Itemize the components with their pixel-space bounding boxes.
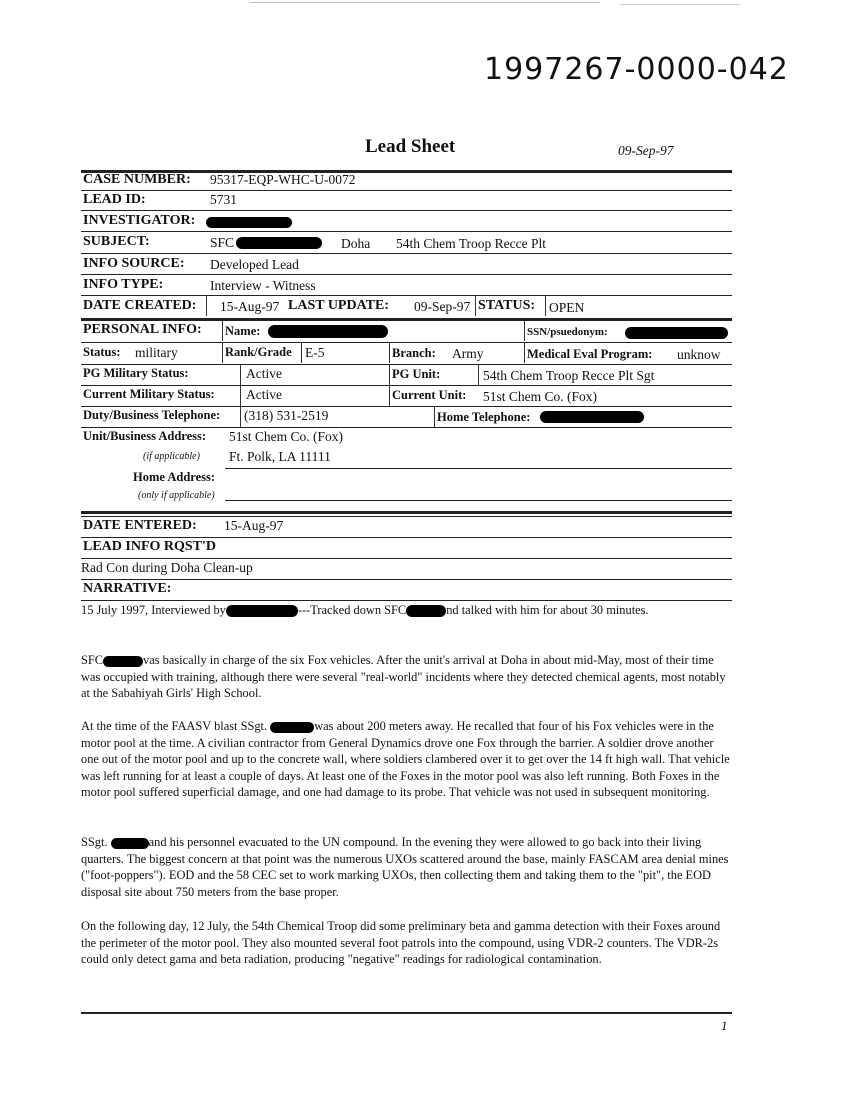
rule: [81, 406, 732, 407]
case-number-label: CASE NUMBER:: [83, 172, 191, 187]
rule: [81, 558, 732, 559]
cur-unit-value: 51st Chem Co. (Fox): [483, 389, 598, 404]
narrative-paragraph-5: On the following day, 12 July, the 54th Chemical Troop did some preliminary beta and gamma detection with their Foxes around the perimeter of the motor pool. They also mounted several foot patrols into the compound, using VDR-2 counters. The VDR-2s could only detect gama and beta radiation, producing "negative" readings for radiological contamination.: [81, 919, 721, 966]
if-applicable-note: (if applicable): [143, 451, 200, 462]
medical-value: unknow: [677, 347, 721, 362]
rank-value: E-5: [305, 345, 325, 360]
rule: [81, 342, 732, 343]
page-title: Lead Sheet: [365, 136, 456, 157]
status-value: OPEN: [549, 300, 585, 315]
medical-label: Medical Eval Program:: [527, 347, 653, 361]
rule: [81, 274, 732, 275]
divider: [389, 386, 390, 406]
rule: [81, 318, 732, 321]
unit-addr-line1: 51st Chem Co. (Fox): [229, 429, 344, 444]
redaction: [206, 217, 292, 228]
document-number: 1997267-0000-042: [484, 52, 789, 87]
date-created-label: DATE CREATED:: [83, 298, 197, 313]
last-update-value: 09-Sep-97: [414, 299, 471, 314]
unit-addr-line2: Ft. Polk, LA 11111: [229, 449, 331, 464]
home-tel-label: Home Telephone:: [437, 410, 531, 424]
pg-unit-label: PG Unit:: [392, 367, 441, 381]
narrative-paragraph-1: [81, 602, 731, 619]
info-type-label: INFO TYPE:: [83, 277, 164, 292]
narrative-paragraph-3: [81, 718, 731, 801]
pg-unit-value: 54th Chem Troop Recce Plt Sgt: [483, 368, 655, 383]
rule: [81, 385, 732, 386]
narrative-text: SSgt.: [81, 835, 108, 849]
divider: [545, 296, 546, 316]
redaction: [236, 237, 322, 249]
pg-mil-label: PG Military Status:: [83, 366, 189, 380]
cur-unit-label: Current Unit:: [392, 388, 467, 402]
status-mil-value: military: [135, 345, 178, 360]
narrative-text: 15 July 1997, Interviewed by: [81, 603, 226, 617]
divider: [222, 343, 223, 363]
personal-info-label: PERSONAL INFO:: [83, 322, 202, 337]
rule: [81, 364, 732, 365]
divider: [240, 386, 241, 406]
redaction: [625, 327, 728, 339]
rule: [81, 511, 732, 514]
rule: [225, 468, 732, 469]
divider: [524, 321, 525, 341]
scan-artifact: [250, 2, 600, 3]
info-type-value: Interview - Witness: [210, 278, 316, 293]
redaction: [268, 325, 388, 338]
narrative-text: nd talked with him for about 30 minutes.: [446, 603, 649, 617]
divider: [389, 343, 390, 363]
redaction: [540, 411, 644, 423]
duty-tel-label: Duty/Business Telephone:: [83, 408, 221, 422]
rule: [81, 190, 732, 191]
rank-label: Rank/Grade: [225, 345, 292, 359]
unit-addr-label: Unit/Business Address:: [83, 429, 207, 443]
rule: [81, 210, 732, 211]
redaction: [226, 605, 298, 617]
ssn-label: SSN/psuedonym:: [527, 326, 608, 338]
divider: [389, 365, 390, 385]
investigator-label: INVESTIGATOR:: [83, 213, 196, 228]
header-date: 09-Sep-97: [618, 143, 674, 158]
narrative-paragraph-2: [81, 652, 731, 702]
branch-label: Branch:: [392, 346, 436, 360]
redaction: [270, 722, 314, 733]
page-number: 1: [721, 1018, 728, 1033]
subject-unit: 54th Chem Troop Recce Plt: [396, 236, 547, 251]
narrative-text: was about 200 meters away. He recalled that four of his Fox vehicles were in the motor pool at the time. A civilian contractor from General Dynamics drove one Fox through the barrier. A soldier drove another one out of the motor pool and up to the concrete wall, where soldiers clambered over it to get over the 14 ft high wall. That vehicle was left running for at least a couple of days. At least one of the Foxes in the motor pool was also left running. Both Foxes in the motor pool suffered superficial damage, and one had damage to its probe. That vehicle was not used in subsequent monitoring.: [81, 719, 730, 799]
name-label: Name:: [225, 324, 261, 338]
info-source-value: Developed Lead: [210, 257, 299, 272]
rule: [81, 579, 732, 580]
narrative-paragraph-4: [81, 834, 731, 900]
cur-mil-value: Active: [246, 387, 282, 402]
narrative-text: SFC: [81, 653, 104, 667]
redaction: [406, 605, 446, 617]
last-update-label: LAST UPDATE:: [288, 298, 390, 313]
scan-artifact: [620, 4, 740, 5]
lead-id-label: LEAD ID:: [83, 192, 146, 207]
branch-value: Army: [452, 346, 484, 361]
duty-tel-value: (318) 531-2519: [244, 408, 329, 423]
divider: [475, 296, 476, 316]
date-entered-value: 15-Aug-97: [224, 518, 284, 533]
status-mil-label: Status:: [83, 345, 121, 359]
narrative-text: and his personnel evacuated to the UN compound. In the evening they were allowed to go back into their living quarters. The biggest concern at that point was the numerous UXOs scattered around the base, mainly FASCAM area denial mines ("foot-poppers"). EOD and the 58 CEC set to work marking UXOs, then collecting them and taking them to the "pit", the EOD disposal site about 750 meters from the base proper.: [81, 835, 729, 899]
status-label: STATUS:: [478, 298, 536, 313]
rule: [81, 231, 732, 232]
cur-mil-label: Current Military Status:: [83, 387, 215, 401]
divider: [524, 343, 525, 363]
lead-rqst-value: Rad Con during Doha Clean-up: [81, 560, 253, 575]
rule: [81, 253, 732, 254]
narrative-text: At the time of the FAASV blast SSgt.: [81, 719, 268, 733]
rule: [81, 427, 732, 428]
lead-id-value: 5731: [210, 192, 237, 207]
divider: [434, 407, 435, 427]
divider: [240, 365, 241, 385]
date-entered-label: DATE ENTERED:: [83, 518, 197, 533]
only-if-applicable-note: (only if applicable): [138, 490, 215, 501]
divider: [240, 407, 241, 427]
redaction: [111, 838, 149, 849]
lead-rqst-label: LEAD INFO RQST'D: [83, 539, 217, 554]
pg-mil-value: Active: [246, 366, 282, 381]
rule: [81, 516, 732, 517]
redaction: [103, 656, 143, 667]
rule: [81, 1012, 732, 1014]
subject-label: SUBJECT:: [83, 234, 150, 249]
divider: [206, 296, 207, 316]
narrative-text: vas basically in charge of the six Fox vehicles. After the unit's arrival at Doha in about mid-May, most of their time was occupied with training, although there were several "real-world" incidents where they detected chemical agents, most notably at the Sabahiyah Girls' High School.: [81, 653, 726, 700]
rule: [225, 500, 732, 501]
divider: [301, 343, 302, 363]
subject-location: Doha: [341, 236, 371, 251]
rule: [81, 537, 732, 538]
rule: [81, 295, 732, 296]
rule: [81, 600, 732, 601]
divider: [478, 365, 479, 385]
narrative-label: NARRATIVE:: [83, 581, 172, 596]
divider: [222, 321, 223, 341]
info-source-label: INFO SOURCE:: [83, 256, 185, 271]
home-addr-label: Home Address:: [133, 470, 216, 484]
case-number-value: 95317-EQP-WHC-U-0072: [210, 172, 356, 187]
narrative-text: ---Tracked down SFC: [297, 603, 407, 617]
date-created-value: 15-Aug-97: [220, 299, 280, 314]
subject-prefix: SFC: [210, 235, 235, 250]
